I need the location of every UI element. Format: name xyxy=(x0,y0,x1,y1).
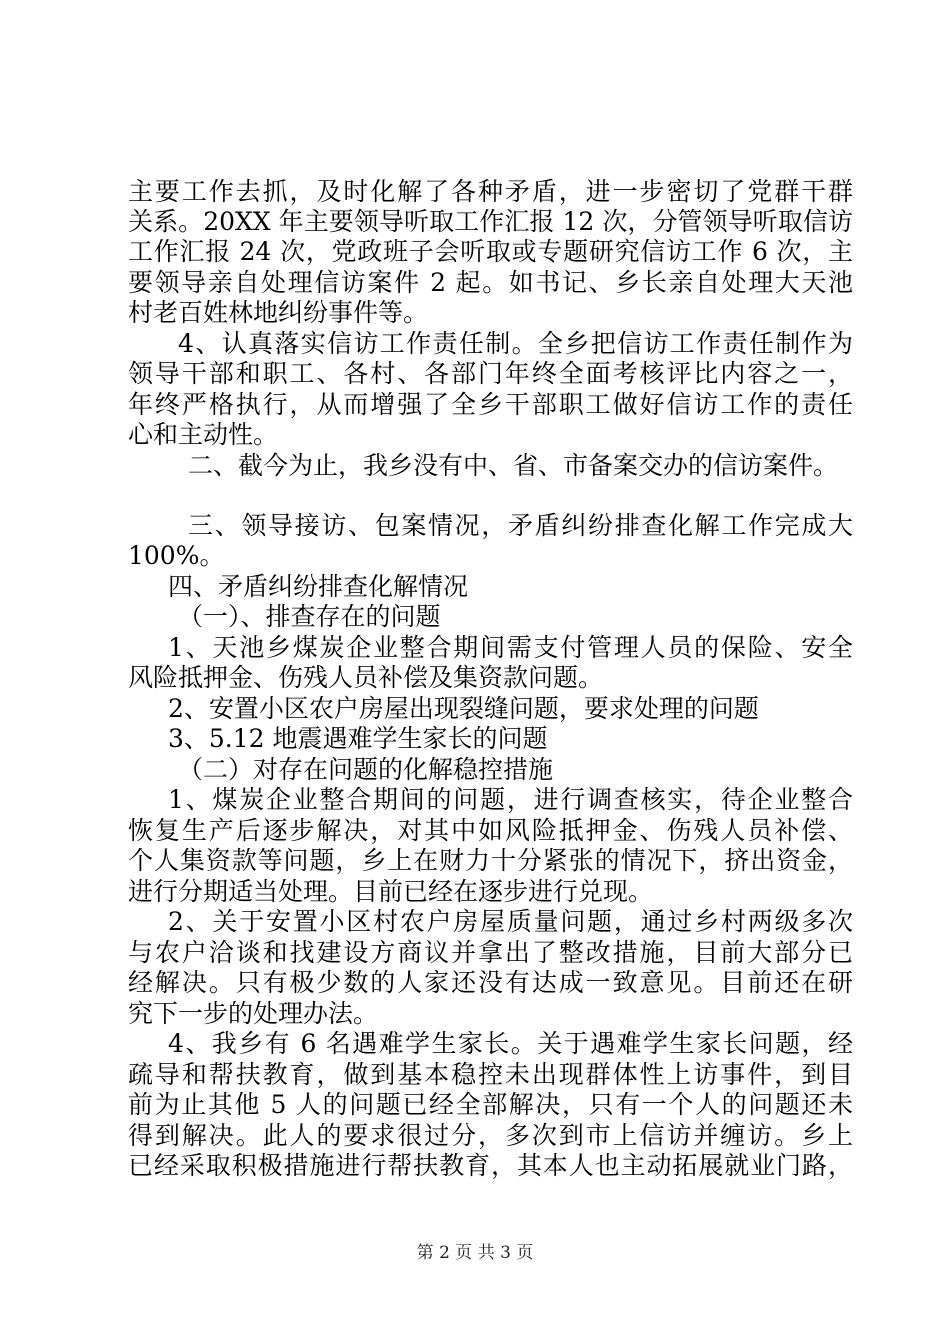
paragraph-line: 疏导和帮扶教育，做到基本稳控未出现群体性上访事件，到目 xyxy=(128,1060,853,1089)
paragraph-line: 风险抵押金、伤残人员补偿及集资款问题。 xyxy=(128,663,604,692)
paragraph-line: 3、5.12 地震遇难学生家长的问题 xyxy=(168,724,548,753)
paragraph-line: 领导干部和职工、各村、各部门年终全面考核评比内容之一， xyxy=(128,359,853,388)
paragraph-line: 进行分期适当处理。目前已经在逐步进行兑现。 xyxy=(128,877,654,906)
paragraph-line: 要领导亲自处理信访案件 2 起。如书记、乡长亲自处理大天池 xyxy=(128,268,853,297)
paragraph-line: 2、安置小区农户房屋出现裂缝问题，要求处理的问题 xyxy=(168,694,759,723)
paragraph-line: 二、截今为止，我乡没有中、省、市备案交办的信访案件。 xyxy=(188,451,839,480)
paragraph-line: 个人集资款等问题，乡上在财力十分紧张的情况下，挤出资金， xyxy=(128,846,853,875)
paragraph-line: 1、天池乡煤炭企业整合期间需支付管理人员的保险、安全 xyxy=(168,633,853,662)
paragraph-line: 100%。 xyxy=(128,541,225,570)
subsection-heading: （二）对存在问题的化解稳控措施 xyxy=(178,755,554,784)
paragraph-line: 4、我乡有 6 名遇难学生家长。关于遇难学生家长问题，经 xyxy=(168,1029,853,1058)
paragraph-line: 工作汇报 24 次，党政班子会听取或专题研究信访工作 6 次，主 xyxy=(128,237,853,266)
paragraph-line: 主要工作去抓，及时化解了各种矛盾，进一步密切了党群干群 xyxy=(128,177,853,206)
paragraph-line: 年终严格执行，从而增强了全乡干部职工做好信访工作的责任 xyxy=(128,390,853,419)
paragraph-line: 三、领导接访、包案情况，矛盾纠纷排查化解工作完成大 xyxy=(188,511,853,540)
paragraph-line: 已经采取积极措施进行帮扶教育，其本人也主动拓展就业门路， xyxy=(128,1151,853,1180)
page-footer: 第 2 页 共 3 页 xyxy=(416,1243,534,1263)
paragraph-line: 恢复生产后逐步解决，对其中如风险抵押金、伤残人员补偿、 xyxy=(128,816,853,845)
paragraph-line: 心和主动性。 xyxy=(128,420,279,449)
paragraph-line: 关系。20XX 年主要领导听取工作汇报 12 次，分管领导听取信访 xyxy=(128,207,853,236)
paragraph-line: 经解决。只有极少数的人家还没有达成一致意见。目前还在研 xyxy=(128,968,853,997)
paragraph-line: 得到解决。此人的要求很过分，多次到市上信访并缠访。乡上 xyxy=(128,1121,853,1150)
paragraph-line: 4、认真落实信访工作责任制。全乡把信访工作责任制作为 xyxy=(178,329,853,358)
paragraph-line: 2、关于安置小区村农户房屋质量问题，通过乡村两级多次 xyxy=(168,907,853,936)
paragraph-line: 1、煤炭企业整合期间的问题，进行调查核实，待企业整合 xyxy=(168,785,853,814)
subsection-heading: （一）、排查存在的问题 xyxy=(178,602,441,631)
paragraph-line: 究下一步的处理办法。 xyxy=(128,999,379,1028)
paragraph-line: 与农户洽谈和找建设方商议并拿出了整改措施，目前大部分已 xyxy=(128,938,853,967)
section-heading: 四、矛盾纠纷排查化解情况 xyxy=(168,572,469,601)
paragraph-line: 前为止其他 5 人的问题已经全部解决，只有一个人的问题还未 xyxy=(128,1090,853,1119)
paragraph-line: 村老百姓林地纠纷事件等。 xyxy=(128,298,429,327)
